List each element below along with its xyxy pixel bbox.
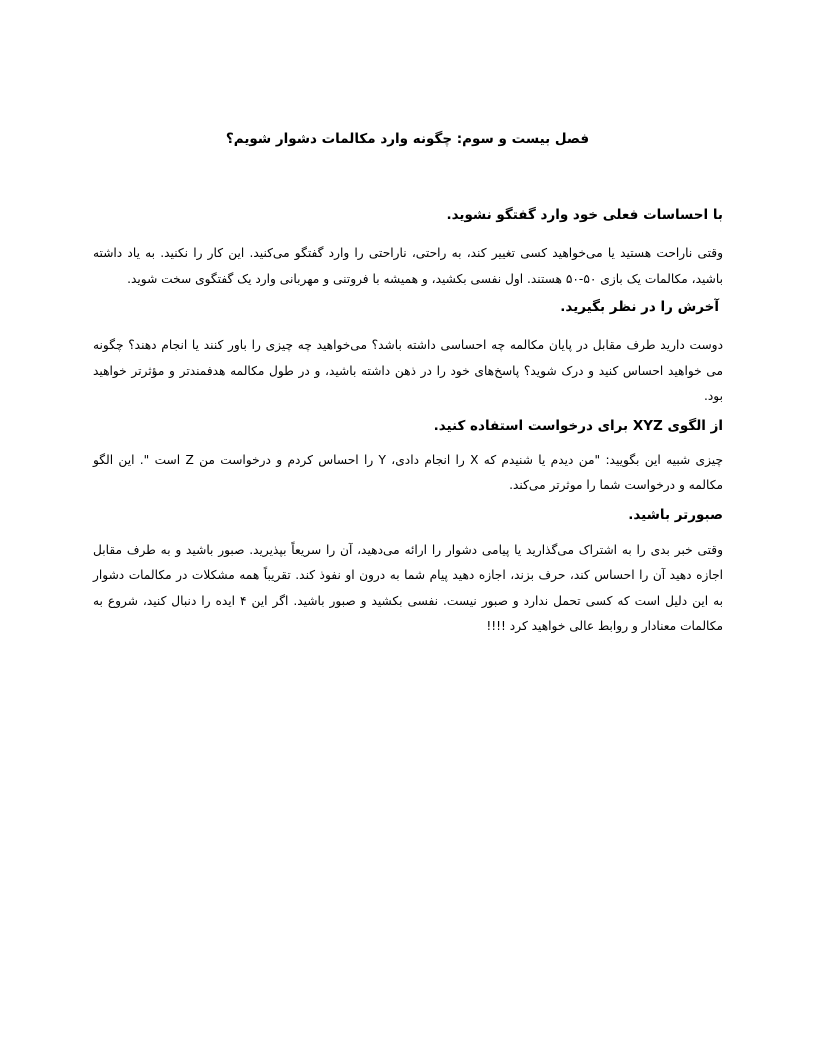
section-paragraph-current-emotions: وقتی ناراحت هستید یا می‌خواهید کسی تغییر کند، به راحتی، ناراحتی را وارد گفتگو می‌کنید. این کار را نکنید. به یاد داشته باشید، مکالمات یک بازی ۵۰-۵۰ هستند. اول نفسی بکشید، و همیشه با فروتنی و مهربانی وارد یک گفتگوی سخت شوید.: [93, 246, 723, 286]
section-heading-xyz-pattern: از الگوی XYZ برای درخواست استفاده کنید.: [433, 417, 723, 434]
chapter-title: فصل بیست و سوم: چگونه وارد مکالمات دشوار شویم؟: [225, 131, 590, 147]
section-paragraph-be-patient: وقتی خبر بدی را به اشتراک می‌گذارید یا پیامی دشوار را ارائه می‌دهید، آن را سریعاً بپذیرید. صبور باشید و به طرف مقابل اجازه دهید آن را احساس کند، حرف بزند، اجازه دهید پیام شما به درون او نفوذ کند. تقریباً همه مشکلات در مکالمات دشوار به این دلیل است که کسی تحمل ندارد و صبور نیست. نفسی بکشید و صبور باشید. اگر این ۴ ایده را دنبال کنید، شروع به مکالمات معنادار و روابط عالی خواهید کرد !!!!: [93, 542, 723, 633]
section-heading-consider-the-end: آخرش را در نظر بگیرید.: [560, 299, 719, 315]
document-body: [93, 203, 723, 640]
section-heading-be-patient: صبورتر باشید.: [628, 506, 723, 523]
section-paragraph-xyz-pattern: چیزی شبیه این بگویید: "من دیدم یا شنیدم که X را انجام دادی، Y را احساس کردم و درخواست من Z است ". این الگو مکالمه و درخواست شما را موثرتر می‌کند.: [93, 452, 724, 492]
section-paragraph-consider-the-end: دوست دارید طرف مقابل در پایان مکالمه چه احساسی داشته باشد؟ می‌خواهید چه چیزی را باور کنند یا انجام دهند؟ چگونه می خواهید احساس کنید و درک شوید؟ پاسخ‌های خود را در ذهن داشته باشید، و در طول مکالمه هدفمندتر و مؤثرتر خواهید بود.: [93, 338, 723, 403]
section-heading-current-emotions: با احساسات فعلی خود وارد گفتگو نشوید.: [446, 207, 723, 223]
